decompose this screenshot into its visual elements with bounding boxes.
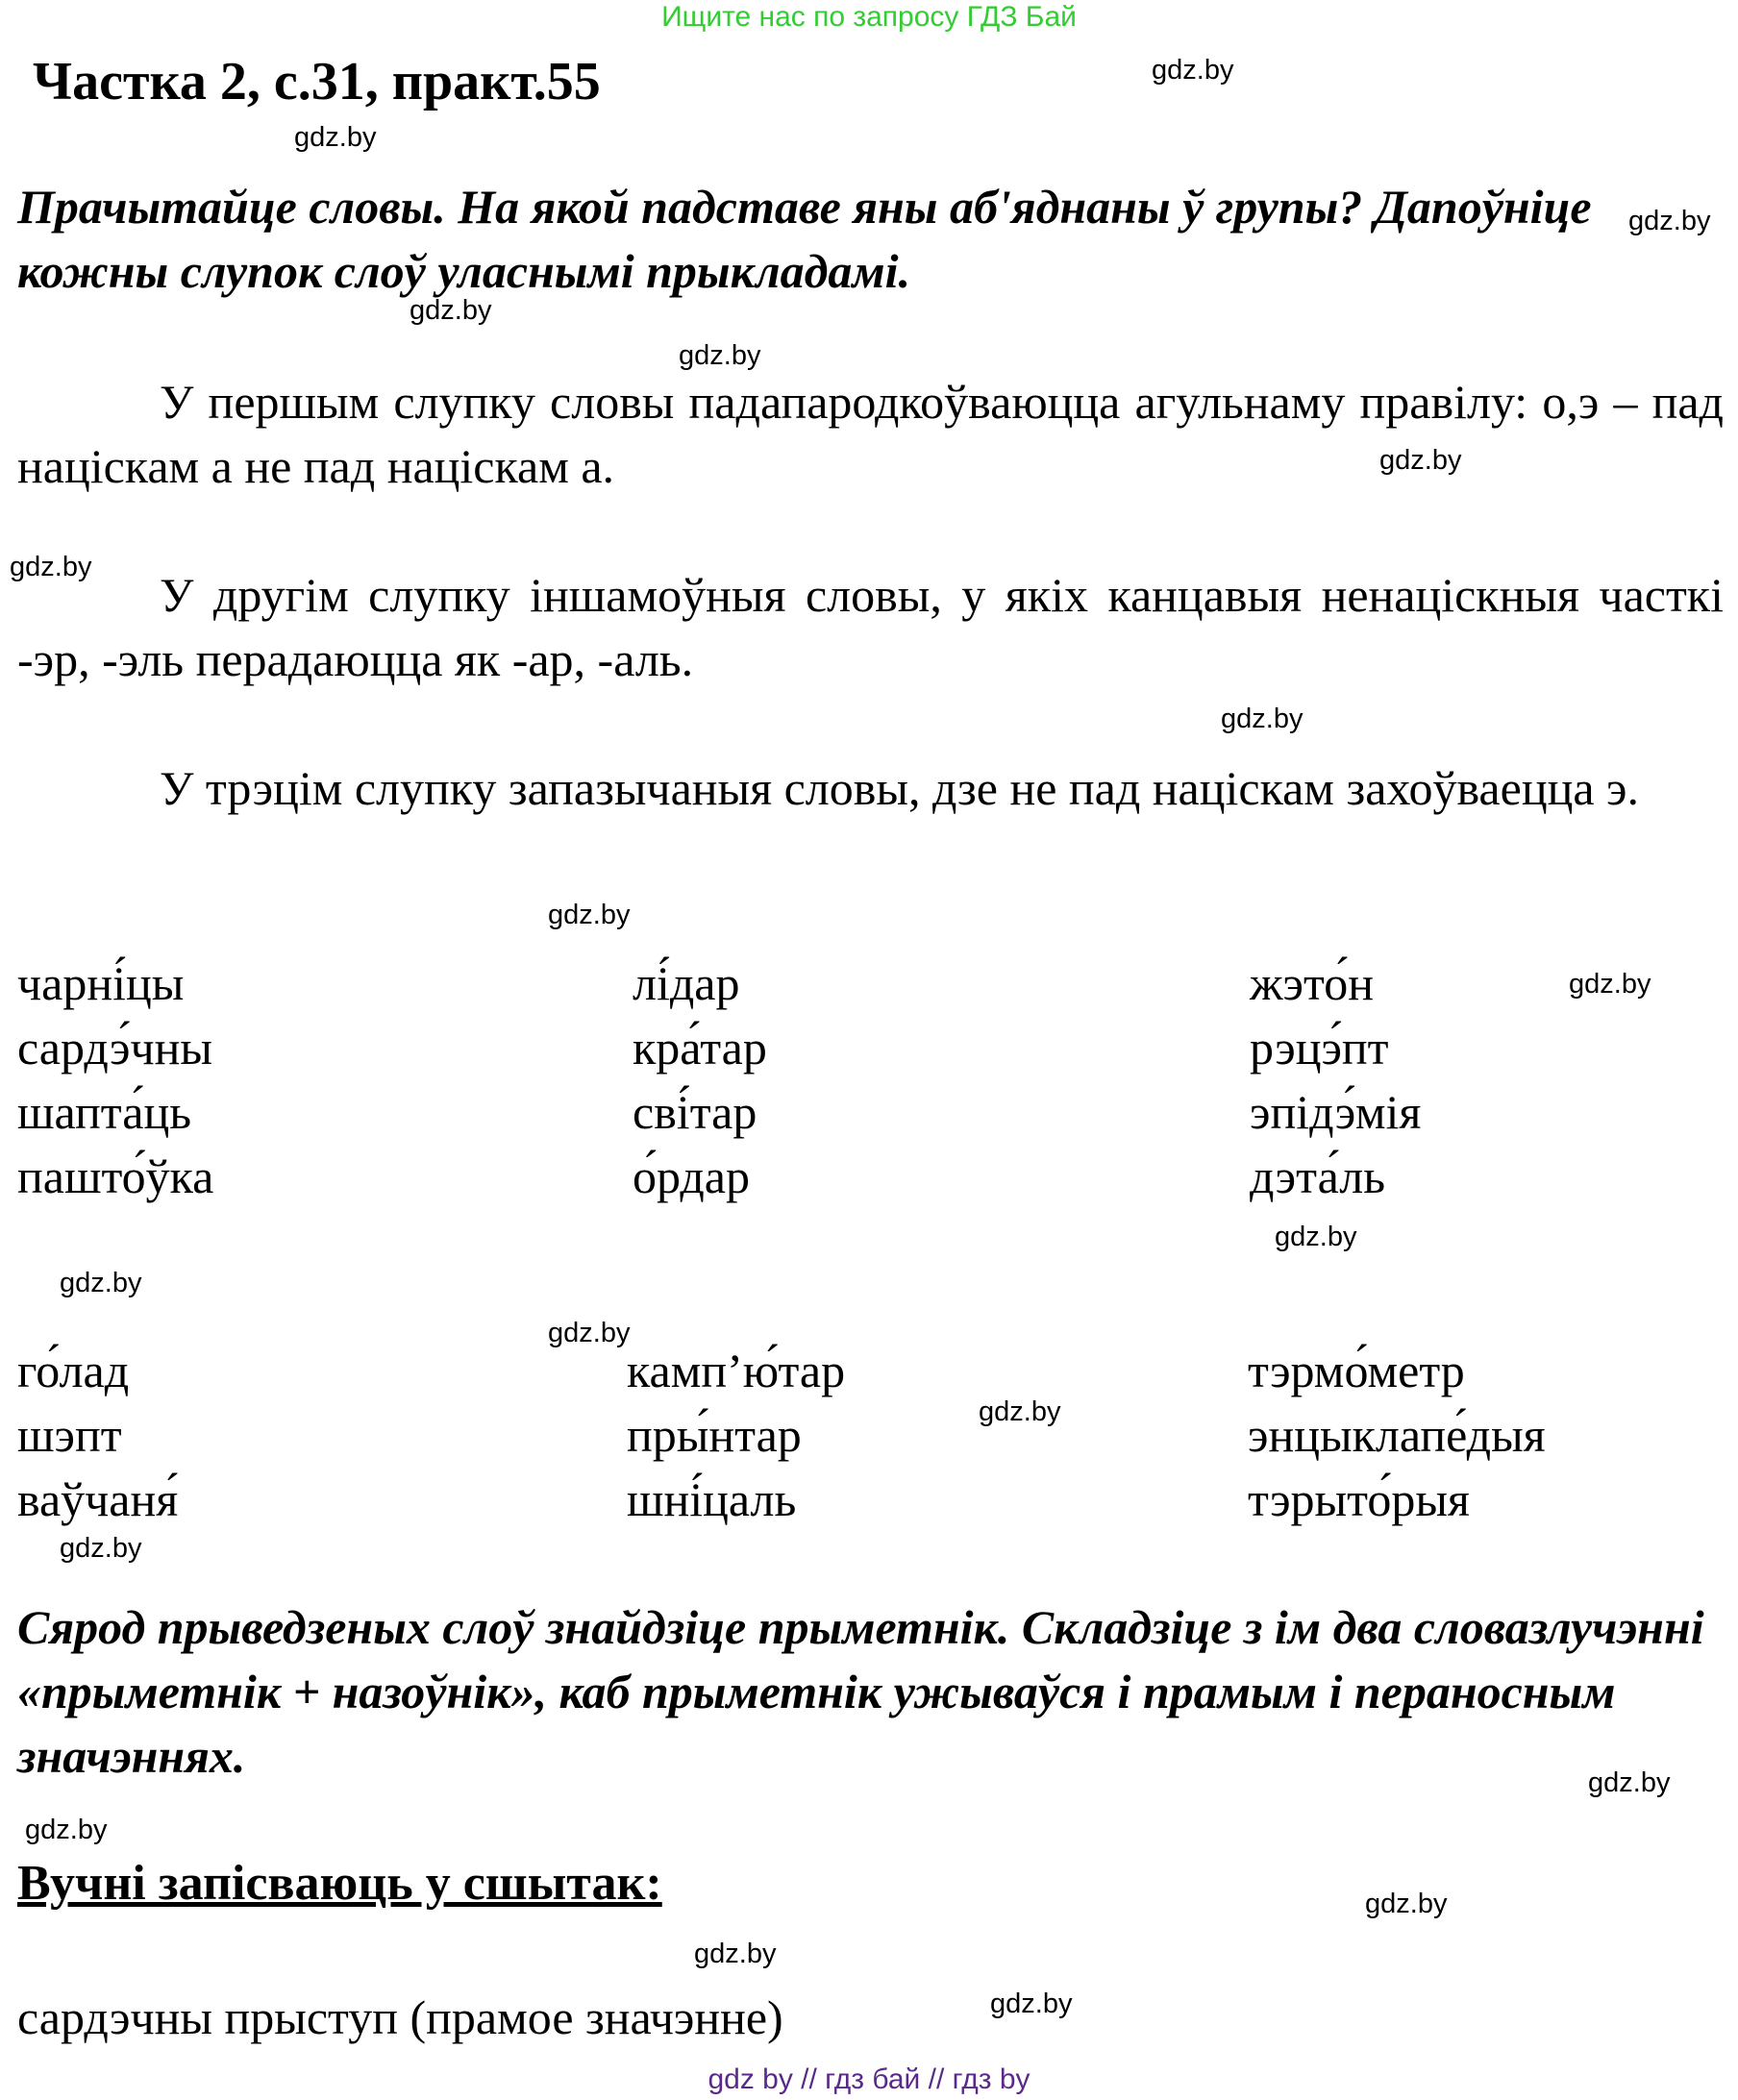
word-item: лі́дар [633,956,740,1010]
word-column-1 [17,951,213,1209]
watermark: gdz.by [990,1989,1073,2019]
word-item: эпідэ́мія [1250,1085,1422,1139]
search-banner: Ищите нас по запросу ГДЗ Бай [661,1,1077,33]
watermark: gdz.by [1628,206,1711,236]
watermark: gdz.by [1588,1767,1671,1798]
answer-line: сардэчны прыступ (прамое значэнне) [17,1990,783,2044]
footer-watermark: gdz by // гдз бай // гдз by [708,2063,1030,2095]
word-item: кра́тар [633,1021,767,1075]
word-column-3 [1250,951,1421,1209]
watermark: gdz.by [60,1533,142,1564]
word-item: пры́нтар [627,1408,802,1462]
word-column-4 [17,1339,178,1532]
word-item: жэто́н [1250,956,1374,1010]
word-item: сардэ́чны [17,1021,212,1075]
word-item: ваўчаня́ [17,1472,179,1526]
word-item: го́лад [17,1344,130,1397]
word-item: рэцэ́пт [1250,1021,1389,1075]
paragraph-3: У трэцім слупку запазычаныя словы, дзе не пад націскам захоўваецца э. [160,761,1639,815]
word-column-6 [1248,1339,1546,1532]
word-item: энцыклапе́дыя [1248,1408,1546,1462]
word-item: шэпт [17,1408,122,1462]
watermark: gdz.by [1221,704,1304,734]
word-item: чарні́цы [17,956,185,1010]
task-instruction-1: Прачытайце словы. На якой падставе яны аб'яднаны ў групы? Дапоўніце кожны слупок слоў уласнымі прыкладамі. [17,180,1592,298]
word-column-2 [633,951,767,1209]
watermark: gdz.by [1569,969,1651,1000]
notebook-heading: Вучні запісваюць у сшытак: [17,1856,662,1911]
watermark: gdz.by [548,900,631,930]
page-title: Частка 2, с.31, практ.55 [33,52,601,111]
word-item: дэта́ль [1250,1149,1385,1203]
paragraph-1: У першым слупку словы падапародкоўваюцца агульнаму правілу: о,э – пад націскам а не пад націскам а. [17,375,1724,493]
word-item: пашто́ўка [17,1149,214,1203]
word-item: сві́тар [633,1085,757,1139]
word-item: камп’ю́тар [627,1344,846,1397]
word-item: шні́цаль [627,1472,797,1526]
watermark: gdz.by [1379,445,1462,476]
task-instruction-2: Сярод прыведзеных слоў знайдзіце прыметнік. Складзіце з ім два словазлучэнні «прыметнік + назоўнік», каб прыметнік ужываўся і прамым і пераносным значэннях. [17,1600,1704,1783]
watermark: gdz.by [548,1318,631,1348]
watermark: gdz.by [1365,1889,1448,1919]
watermark: gdz.by [979,1396,1061,1427]
watermark: gdz.by [679,340,761,371]
watermark: gdz.by [694,1939,777,1969]
watermark: gdz.by [294,122,377,153]
word-item: тэрмо́метр [1248,1344,1465,1397]
watermark: gdz.by [60,1268,142,1298]
word-item: шапта́ць [17,1085,192,1139]
word-item: тэрыто́рыя [1248,1472,1470,1526]
watermark: gdz.by [10,552,92,582]
watermark: gdz.by [1275,1222,1357,1252]
paragraph-2: У другім слупку іншамоўныя словы, у якіх канцавыя ненаціскныя часткі -эр, -эль перадаюцца як -ар, -аль. [17,568,1724,686]
word-item: о́рдар [633,1149,750,1203]
watermark: gdz.by [410,295,492,326]
watermark: gdz.by [1152,55,1234,86]
watermark: gdz.by [25,1815,108,1845]
word-column-5 [627,1339,845,1532]
